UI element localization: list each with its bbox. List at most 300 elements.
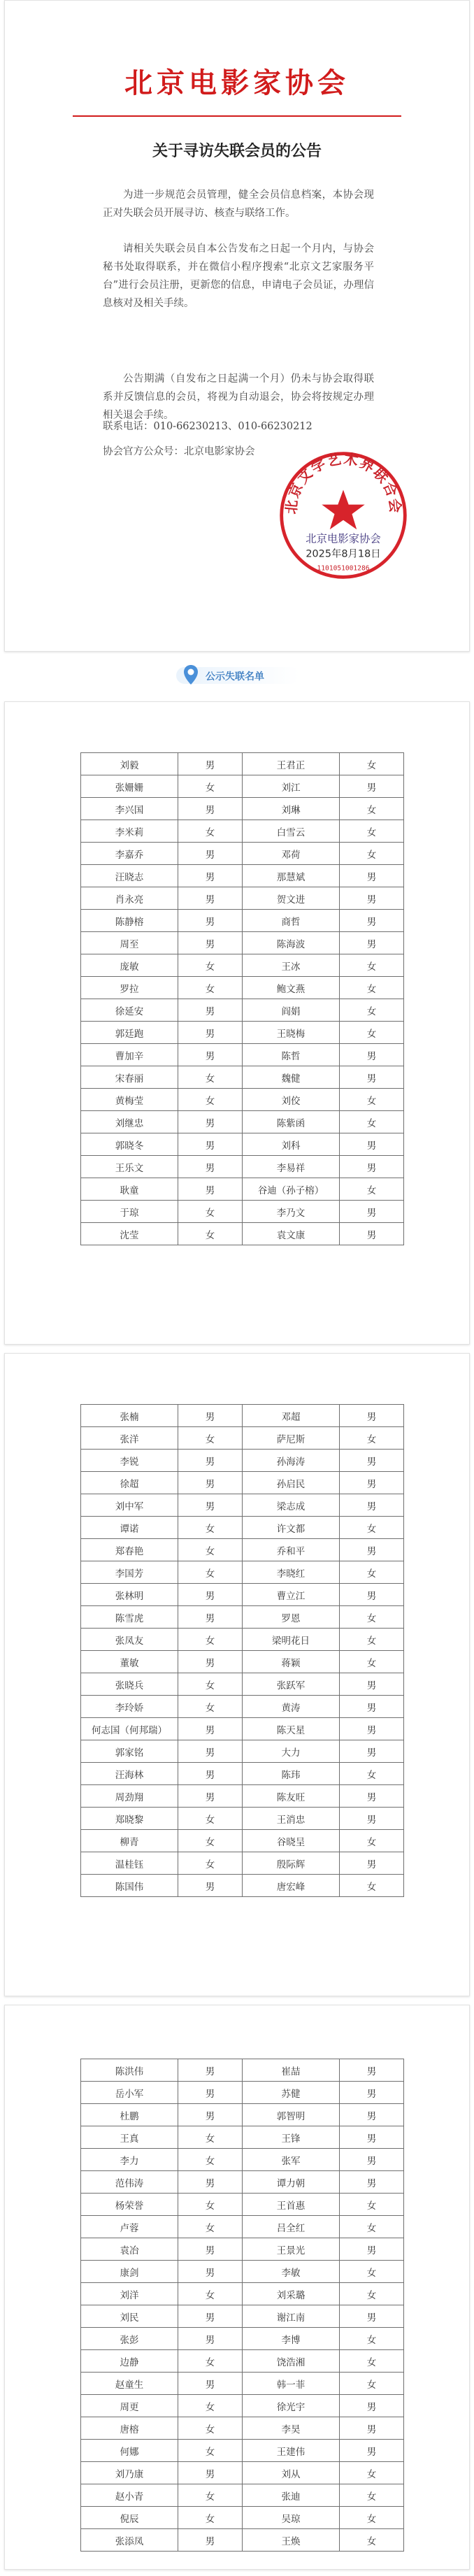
member-name: 卢蓉 bbox=[81, 2216, 178, 2238]
member-name: 沈莹 bbox=[81, 1223, 178, 1245]
member-name: 何志国（何邦瑞） bbox=[81, 1718, 178, 1740]
table-row bbox=[81, 1606, 404, 1629]
member-gender: 男 bbox=[340, 1785, 404, 1808]
table-row bbox=[81, 1673, 404, 1696]
member-name: 商哲 bbox=[243, 910, 340, 932]
member-name: 饶浩湘 bbox=[243, 2350, 340, 2373]
table-row bbox=[81, 1201, 404, 1223]
member-gender: 男 bbox=[340, 910, 404, 932]
member-gender: 女 bbox=[178, 1696, 243, 1718]
table-row bbox=[81, 1718, 404, 1740]
table-row bbox=[81, 2082, 404, 2104]
member-name: 陈玮 bbox=[243, 1763, 340, 1785]
member-gender: 男 bbox=[178, 1875, 243, 1897]
member-name: 唐榕 bbox=[81, 2417, 178, 2440]
member-name: 汪晓志 bbox=[81, 865, 178, 887]
table-row bbox=[81, 910, 404, 932]
member-gender: 女 bbox=[340, 820, 404, 843]
member-gender: 女 bbox=[178, 1561, 243, 1584]
table-row bbox=[81, 2440, 404, 2462]
table-row bbox=[81, 1044, 404, 1066]
member-gender: 男 bbox=[340, 2082, 404, 2104]
member-gender: 男 bbox=[340, 1852, 404, 1875]
member-name: 于琼 bbox=[81, 1201, 178, 1223]
member-gender: 女 bbox=[340, 1111, 404, 1133]
member-gender: 女 bbox=[178, 2194, 243, 2216]
member-gender: 女 bbox=[178, 1539, 243, 1561]
member-name: 袁文康 bbox=[243, 1223, 340, 1245]
table-row bbox=[81, 1830, 404, 1852]
member-gender: 男 bbox=[340, 887, 404, 910]
member-name: 王乐文 bbox=[81, 1156, 178, 1178]
table-row bbox=[81, 865, 404, 887]
table-row bbox=[81, 1089, 404, 1111]
member-gender: 女 bbox=[178, 2507, 243, 2529]
member-gender: 男 bbox=[340, 1696, 404, 1718]
seal-date: 2025年8月18日 bbox=[306, 548, 381, 560]
member-name: 崔喆 bbox=[243, 2059, 340, 2082]
member-name: 张凤友 bbox=[81, 1629, 178, 1651]
table-row bbox=[81, 1785, 404, 1808]
member-name: 萨尼斯 bbox=[243, 1427, 340, 1450]
member-name: 张添凤 bbox=[81, 2529, 178, 2552]
member-name: 陈海波 bbox=[243, 932, 340, 954]
member-name: 肖永亮 bbox=[81, 887, 178, 910]
table-row bbox=[81, 2417, 404, 2440]
member-gender: 男 bbox=[340, 2417, 404, 2440]
member-gender: 女 bbox=[340, 1830, 404, 1852]
member-name: 郑春艳 bbox=[81, 1539, 178, 1561]
member-gender: 女 bbox=[178, 820, 243, 843]
member-name: 郭智明 bbox=[243, 2104, 340, 2126]
member-gender: 男 bbox=[340, 865, 404, 887]
member-gender: 男 bbox=[178, 865, 243, 887]
member-gender: 男 bbox=[340, 1539, 404, 1561]
member-gender: 男 bbox=[340, 1066, 404, 1089]
member-gender: 男 bbox=[178, 2373, 243, 2395]
member-gender: 女 bbox=[340, 999, 404, 1022]
table-row bbox=[81, 1022, 404, 1044]
member-gender: 男 bbox=[178, 2104, 243, 2126]
member-gender: 女 bbox=[340, 2194, 404, 2216]
member-gender: 女 bbox=[340, 2529, 404, 2552]
member-gender: 男 bbox=[178, 2261, 243, 2283]
member-name: 李国芳 bbox=[81, 1561, 178, 1584]
member-name: 王建伟 bbox=[243, 2440, 340, 2462]
table-row bbox=[81, 1450, 404, 1472]
member-gender: 男 bbox=[178, 1494, 243, 1517]
contact-wechat: 协会官方公众号：北京电影家协会 bbox=[103, 446, 255, 457]
member-name: 刘继忠 bbox=[81, 1111, 178, 1133]
table-row bbox=[81, 2149, 404, 2171]
member-gender: 女 bbox=[178, 775, 243, 798]
member-gender: 男 bbox=[340, 2440, 404, 2462]
notice-paragraph-2: 请相关失联会员自本公告发布之日起一个月内，与协会秘书处取得联系，并在微信小程序搜索“北京文艺家服务平台”进行会员注册，更新您的信息，申请电子会员证，办理信息核对及相关手续。 bbox=[103, 243, 374, 309]
member-gender: 女 bbox=[178, 1852, 243, 1875]
member-gender: 女 bbox=[340, 1651, 404, 1673]
member-name: 孙启民 bbox=[243, 1472, 340, 1494]
member-name: 刘洋 bbox=[81, 2283, 178, 2305]
table-row bbox=[81, 2283, 404, 2305]
table-row bbox=[81, 798, 404, 820]
member-gender: 女 bbox=[178, 1201, 243, 1223]
contact-phone: 联系电话：010-66230213、010-66230212 bbox=[103, 421, 313, 432]
member-name: 张楠 bbox=[81, 1405, 178, 1427]
member-gender: 男 bbox=[340, 2238, 404, 2261]
table-row bbox=[81, 820, 404, 843]
table-row bbox=[81, 1111, 404, 1133]
table-row bbox=[81, 1561, 404, 1584]
member-name: 吴琼 bbox=[243, 2507, 340, 2529]
member-name: 刘江 bbox=[243, 775, 340, 798]
table-row bbox=[81, 2126, 404, 2149]
member-gender: 女 bbox=[340, 798, 404, 820]
member-name: 郭家铭 bbox=[81, 1740, 178, 1763]
table-row bbox=[81, 1875, 404, 1897]
roster-table-1 bbox=[80, 752, 404, 1245]
table-row bbox=[81, 2216, 404, 2238]
member-gender: 男 bbox=[340, 775, 404, 798]
seal-star-icon bbox=[322, 490, 364, 530]
member-gender: 男 bbox=[178, 2059, 243, 2082]
member-gender: 女 bbox=[340, 977, 404, 999]
member-name: 苏健 bbox=[243, 2082, 340, 2104]
member-gender: 男 bbox=[178, 1651, 243, 1673]
member-name: 谢江南 bbox=[243, 2305, 340, 2328]
member-gender: 女 bbox=[340, 1629, 404, 1651]
table-row bbox=[81, 977, 404, 999]
member-gender: 男 bbox=[178, 1022, 243, 1044]
member-name: 刘乃康 bbox=[81, 2462, 178, 2484]
member-name: 曹立江 bbox=[243, 1584, 340, 1606]
roster-sheet-1 bbox=[4, 701, 470, 1345]
member-gender: 男 bbox=[340, 2104, 404, 2126]
member-name: 王锋 bbox=[243, 2126, 340, 2149]
member-gender: 男 bbox=[178, 1405, 243, 1427]
member-name: 柳青 bbox=[81, 1830, 178, 1852]
member-gender: 女 bbox=[178, 1629, 243, 1651]
member-gender: 男 bbox=[178, 1111, 243, 1133]
member-gender: 男 bbox=[178, 2082, 243, 2104]
member-gender: 女 bbox=[178, 1223, 243, 1245]
member-name: 大力 bbox=[243, 1740, 340, 1763]
member-gender: 女 bbox=[340, 2462, 404, 2484]
member-gender: 男 bbox=[178, 1785, 243, 1808]
table-row bbox=[81, 2104, 404, 2126]
member-gender: 男 bbox=[178, 1178, 243, 1201]
member-gender: 女 bbox=[178, 2216, 243, 2238]
table-row bbox=[81, 1808, 404, 1830]
table-row bbox=[81, 999, 404, 1022]
table-row bbox=[81, 2529, 404, 2552]
table-row bbox=[81, 1494, 404, 1517]
member-gender: 女 bbox=[340, 1022, 404, 1044]
table-row bbox=[81, 1740, 404, 1763]
table-row bbox=[81, 1066, 404, 1089]
member-gender: 男 bbox=[340, 1584, 404, 1606]
member-name: 陈洪伟 bbox=[81, 2059, 178, 2082]
member-name: 唐宏峰 bbox=[243, 1875, 340, 1897]
member-name: 吕全红 bbox=[243, 2216, 340, 2238]
member-gender: 男 bbox=[178, 1450, 243, 1472]
table-row bbox=[81, 1763, 404, 1785]
member-gender: 男 bbox=[178, 1133, 243, 1156]
member-gender: 女 bbox=[178, 2484, 243, 2507]
member-name: 耿童 bbox=[81, 1178, 178, 1201]
member-gender: 女 bbox=[178, 2283, 243, 2305]
member-name: 范伟涛 bbox=[81, 2171, 178, 2194]
member-gender: 男 bbox=[340, 1494, 404, 1517]
member-gender: 女 bbox=[340, 1178, 404, 1201]
table-row bbox=[81, 1852, 404, 1875]
member-name: 刘科 bbox=[243, 1133, 340, 1156]
table-row bbox=[81, 753, 404, 775]
table-row bbox=[81, 2171, 404, 2194]
member-gender: 女 bbox=[340, 2283, 404, 2305]
member-name: 陈静榕 bbox=[81, 910, 178, 932]
member-name: 汪海林 bbox=[81, 1763, 178, 1785]
table-row bbox=[81, 2328, 404, 2350]
notice-paragraph-1: 为进一步规范会员管理，健全会员信息档案，本协会现正对失联会员开展寻访、核查与联络工作。 bbox=[103, 189, 374, 219]
roster-sheet-3 bbox=[4, 2005, 470, 2570]
member-name: 康剑 bbox=[81, 2261, 178, 2283]
member-name: 孙海涛 bbox=[243, 1450, 340, 1472]
member-gender: 男 bbox=[340, 1808, 404, 1830]
member-name: 蒋颖 bbox=[243, 1651, 340, 1673]
section-label bbox=[0, 664, 474, 685]
member-gender: 女 bbox=[340, 1427, 404, 1450]
table-row bbox=[81, 2507, 404, 2529]
member-name: 王君正 bbox=[243, 753, 340, 775]
table-row bbox=[81, 2194, 404, 2216]
member-name: 李玲娇 bbox=[81, 1696, 178, 1718]
member-gender: 女 bbox=[178, 2417, 243, 2440]
table-row bbox=[81, 1629, 404, 1651]
member-gender: 男 bbox=[178, 887, 243, 910]
member-gender: 男 bbox=[340, 2059, 404, 2082]
member-gender: 女 bbox=[178, 2350, 243, 2373]
member-gender: 女 bbox=[340, 1517, 404, 1539]
member-name: 张姗姗 bbox=[81, 775, 178, 798]
table-row bbox=[81, 1651, 404, 1673]
member-gender: 女 bbox=[340, 1875, 404, 1897]
member-gender: 男 bbox=[178, 1718, 243, 1740]
member-name: 谭力朝 bbox=[243, 2171, 340, 2194]
member-name: 谷迪（孙子榕） bbox=[243, 1178, 340, 1201]
member-gender: 女 bbox=[178, 2395, 243, 2417]
member-name: 张彭 bbox=[81, 2328, 178, 2350]
member-gender: 女 bbox=[340, 753, 404, 775]
seal-center-text: 北京电影家协会 bbox=[306, 532, 381, 545]
table-row bbox=[81, 2350, 404, 2373]
member-name: 宋春丽 bbox=[81, 1066, 178, 1089]
org-title: 北京电影家协会 bbox=[124, 66, 350, 99]
table-row bbox=[81, 2484, 404, 2507]
member-name: 李博 bbox=[243, 2328, 340, 2350]
table-row bbox=[81, 932, 404, 954]
member-name: 李易祥 bbox=[243, 1156, 340, 1178]
table-row bbox=[81, 1223, 404, 1245]
member-name: 徐超 bbox=[81, 1472, 178, 1494]
member-name: 李嘉乔 bbox=[81, 843, 178, 865]
table-row bbox=[81, 2462, 404, 2484]
member-gender: 男 bbox=[178, 2462, 243, 2484]
member-gender: 男 bbox=[340, 2395, 404, 2417]
member-gender: 男 bbox=[340, 1044, 404, 1066]
member-gender: 男 bbox=[178, 1044, 243, 1066]
member-name: 刘采璐 bbox=[243, 2283, 340, 2305]
member-name: 张晓兵 bbox=[81, 1673, 178, 1696]
member-gender: 男 bbox=[340, 1223, 404, 1245]
member-gender: 女 bbox=[340, 2328, 404, 2350]
member-name: 谷晓呈 bbox=[243, 1830, 340, 1852]
table-row bbox=[81, 954, 404, 977]
member-name: 董敏 bbox=[81, 1651, 178, 1673]
member-name: 许文都 bbox=[243, 1517, 340, 1539]
member-name: 杜鹏 bbox=[81, 2104, 178, 2126]
table-row bbox=[81, 1472, 404, 1494]
member-gender: 女 bbox=[340, 2261, 404, 2283]
member-gender: 女 bbox=[340, 2484, 404, 2507]
title-divider bbox=[73, 115, 401, 117]
member-gender: 女 bbox=[340, 1561, 404, 1584]
member-gender: 女 bbox=[178, 1066, 243, 1089]
member-name: 徐光宇 bbox=[243, 2395, 340, 2417]
member-gender: 男 bbox=[178, 910, 243, 932]
table-row bbox=[81, 1178, 404, 1201]
member-name: 梁明花日 bbox=[243, 1629, 340, 1651]
member-gender: 女 bbox=[340, 2373, 404, 2395]
member-gender: 女 bbox=[340, 1606, 404, 1629]
table-row bbox=[81, 775, 404, 798]
member-name: 王景光 bbox=[243, 2238, 340, 2261]
member-gender: 男 bbox=[178, 753, 243, 775]
member-name: 张军 bbox=[243, 2149, 340, 2171]
member-gender: 男 bbox=[340, 1718, 404, 1740]
member-gender: 男 bbox=[178, 798, 243, 820]
member-gender: 男 bbox=[178, 1763, 243, 1785]
member-gender: 男 bbox=[178, 2328, 243, 2350]
member-name: 赵童生 bbox=[81, 2373, 178, 2395]
member-gender: 男 bbox=[340, 1156, 404, 1178]
table-row bbox=[81, 2305, 404, 2328]
member-name: 韩一菲 bbox=[243, 2373, 340, 2395]
member-name: 黄梅莹 bbox=[81, 1089, 178, 1111]
member-gender: 男 bbox=[340, 2149, 404, 2171]
member-name: 袁冶 bbox=[81, 2238, 178, 2261]
member-name: 李锐 bbox=[81, 1450, 178, 1472]
member-name: 那慧斌 bbox=[243, 865, 340, 887]
member-name: 陈友旺 bbox=[243, 1785, 340, 1808]
member-name: 刘毅 bbox=[81, 753, 178, 775]
member-gender: 男 bbox=[340, 2171, 404, 2194]
member-gender: 男 bbox=[178, 932, 243, 954]
member-gender: 女 bbox=[340, 2507, 404, 2529]
member-gender: 男 bbox=[178, 2238, 243, 2261]
member-gender: 男 bbox=[340, 2305, 404, 2328]
member-gender: 女 bbox=[340, 954, 404, 977]
table-row bbox=[81, 2238, 404, 2261]
member-name: 郭廷跑 bbox=[81, 1022, 178, 1044]
roster-table-2 bbox=[80, 1404, 404, 1897]
member-name: 曹加辛 bbox=[81, 1044, 178, 1066]
member-gender: 女 bbox=[340, 1763, 404, 1785]
member-gender: 男 bbox=[340, 1201, 404, 1223]
member-gender: 男 bbox=[178, 843, 243, 865]
member-name: 刘佼 bbox=[243, 1089, 340, 1111]
member-name: 刘琳 bbox=[243, 798, 340, 820]
member-name: 梁志成 bbox=[243, 1494, 340, 1517]
member-name: 杨荣誉 bbox=[81, 2194, 178, 2216]
member-name: 罗恩 bbox=[243, 1606, 340, 1629]
table-row bbox=[81, 1696, 404, 1718]
member-name: 李晓红 bbox=[243, 1561, 340, 1584]
member-gender: 男 bbox=[178, 1156, 243, 1178]
member-name: 郭晓冬 bbox=[81, 1133, 178, 1156]
member-name: 刘中军 bbox=[81, 1494, 178, 1517]
member-gender: 男 bbox=[340, 1673, 404, 1696]
member-gender: 女 bbox=[178, 1808, 243, 1830]
location-pin-icon bbox=[183, 664, 199, 685]
member-gender: 男 bbox=[178, 2305, 243, 2328]
member-name: 王晓梅 bbox=[243, 1022, 340, 1044]
member-name: 李力 bbox=[81, 2149, 178, 2171]
member-name: 阎娟 bbox=[243, 999, 340, 1022]
member-gender: 女 bbox=[178, 2440, 243, 2462]
member-name: 李兴国 bbox=[81, 798, 178, 820]
member-name: 刘从 bbox=[243, 2462, 340, 2484]
member-name: 王冰 bbox=[243, 954, 340, 977]
member-gender: 男 bbox=[178, 1472, 243, 1494]
member-name: 陈雪虎 bbox=[81, 1606, 178, 1629]
table-row bbox=[81, 2395, 404, 2417]
member-name: 乔和平 bbox=[243, 1539, 340, 1561]
member-gender: 男 bbox=[178, 999, 243, 1022]
table-row bbox=[81, 1427, 404, 1450]
member-gender: 女 bbox=[178, 1673, 243, 1696]
member-name: 边静 bbox=[81, 2350, 178, 2373]
notice-sheet bbox=[4, 0, 470, 652]
member-name: 何娜 bbox=[81, 2440, 178, 2462]
table-row bbox=[81, 1584, 404, 1606]
member-name: 黄涛 bbox=[243, 1696, 340, 1718]
seal-serial: 1101051001286 bbox=[317, 564, 370, 573]
member-gender: 男 bbox=[178, 1740, 243, 1763]
member-name: 陈国伟 bbox=[81, 1875, 178, 1897]
member-name: 张跃军 bbox=[243, 1673, 340, 1696]
member-name: 殷际辉 bbox=[243, 1852, 340, 1875]
member-name: 陈哲 bbox=[243, 1044, 340, 1066]
member-name: 李乃文 bbox=[243, 1201, 340, 1223]
member-name: 赵小青 bbox=[81, 2484, 178, 2507]
member-name: 谭诺 bbox=[81, 1517, 178, 1539]
member-gender: 女 bbox=[340, 2350, 404, 2373]
member-name: 王首惠 bbox=[243, 2194, 340, 2216]
member-name: 邓超 bbox=[243, 1405, 340, 1427]
member-name: 李米莉 bbox=[81, 820, 178, 843]
member-gender: 男 bbox=[340, 2126, 404, 2149]
member-gender: 女 bbox=[178, 2149, 243, 2171]
member-gender: 女 bbox=[178, 1427, 243, 1450]
roster-table-3 bbox=[80, 2059, 404, 2552]
table-row bbox=[81, 2373, 404, 2395]
member-gender: 女 bbox=[178, 977, 243, 999]
member-name: 周更 bbox=[81, 2395, 178, 2417]
member-name: 温桂钰 bbox=[81, 1852, 178, 1875]
member-name: 郑晓黎 bbox=[81, 1808, 178, 1830]
member-gender: 男 bbox=[178, 2529, 243, 2552]
member-name: 陈天星 bbox=[243, 1718, 340, 1740]
